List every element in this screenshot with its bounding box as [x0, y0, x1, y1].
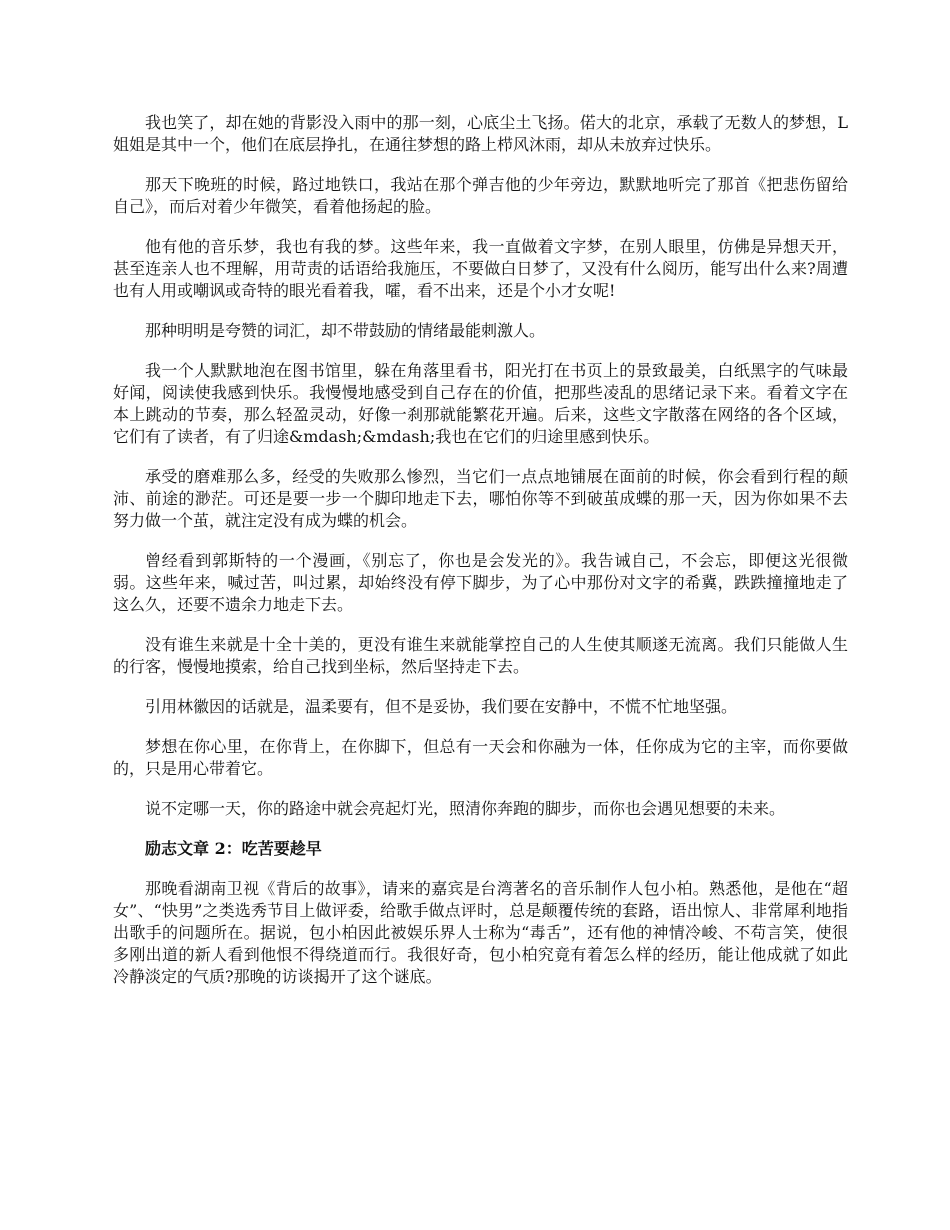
paragraph: 引用林徽因的话就是，温柔要有，但不是妥协，我们要在安静中，不慌不忙地坚强。 [145, 697, 738, 716]
paragraph: 曾经看到郭斯特的一个漫画，《别忘了，你也是会发光的》。我告诫自己，不会忘，即便这光很微弱。这些年来，喊过苦，叫过累，却始终没有停下脚步，为了心中那份对文字的希冀，跌跌撞撞地走了这么久，还要不遗余力地走下去。 [113, 551, 848, 614]
article-page [113, 112, 848, 1006]
paragraph: 那种明明是夸赞的词汇，却不带鼓励的情绪最能刺激人。 [145, 321, 546, 340]
paragraph: 那天下晚班的时候，路过地铁口，我站在那个弹吉他的少年旁边，默默地听完了那首《把悲伤留给自己》，而后对着少年微笑，看着他扬起的脸。 [113, 175, 848, 216]
paragraph: 没有谁生来就是十全十美的，更没有谁生来就能掌控自己的人生使其顺遂无流离。我们只能做人生的行客，慢慢地摸索，给自己找到坐标，然后坚持走下去。 [113, 635, 848, 676]
paragraph: 我也笑了，却在她的背影没入雨中的那一刻，心底尘土飞扬。偌大的北京，承载了无数人的梦想，L 姐姐是其中一个，他们在底层挣扎，在通往梦想的路上栉风沐雨，却从未放弃过快乐。 [113, 113, 848, 154]
paragraph: 他有他的音乐梦，我也有我的梦。这些年来，我一直做着文字梦，在别人眼里，仿佛是异想天开，甚至连亲人也不理解，用苛责的话语给我施压，不要做白日梦了，又没有什么阅历，能写出什么来?周遭也有人用或嘲讽或奇特的眼光看着我，嚯，看不出来，还是个小才女呢! [113, 237, 848, 300]
section-heading: 励志文章 2：吃苦要趁早 [145, 839, 322, 858]
paragraph: 承受的磨难那么多，经受的失败那么惨烈，当它们一点点地铺展在面前的时候，你会看到行程的颠沛、前途的渺茫。可还是要一步一个脚印地走下去，哪怕你等不到破茧成蝶的那一天，因为你如果不去努力做一个茧，就注定没有成为蝶的机会。 [113, 467, 848, 530]
paragraph: 梦想在你心里，在你背上，在你脚下，但总有一天会和你融为一体，任你成为它的主宰，而你要做的，只是用心带着它。 [113, 737, 848, 778]
paragraph: 说不定哪一天，你的路途中就会亮起灯光，照清你奔跑的脚步，而你也会遇见想要的未来。 [145, 799, 786, 818]
paragraph: 那晚看湖南卫视《背后的故事》，请来的嘉宾是台湾著名的音乐制作人包小柏。熟悉他，是他在“超女”、“快男”之类选秀节目上做评委，给歌手做点评时，总是颠覆传统的套路，语出惊人、非常犀利地指出歌手的问题所在。据说，包小柏因此被娱乐界人士称为“毒舌”，还有他的神情冷峻、不苟言笑，使很多刚出道的新人看到他恨不得绕道而行。我很好奇，包小柏究竟有着怎么样的经历，能让他成就了如此冷静淡定的气质?那晚的访谈揭开了这个谜底。 [113, 879, 848, 986]
paragraph: 我一个人默默地泡在图书馆里，躲在角落里看书，阳光打在书页上的景致最美，白纸黑字的气味最好闻，阅读使我感到快乐。我慢慢地感受到自己存在的价值，把那些凌乱的思绪记录下来。看着文字在本上跳动的节奏，那么轻盈灵动，好像一刹那就能繁花开遍。后来，这些文字散落在网络的各个区域，它们有了读者，有了归途&mdash;&mdash;我也在它们的归途里感到快乐。 [113, 361, 848, 446]
